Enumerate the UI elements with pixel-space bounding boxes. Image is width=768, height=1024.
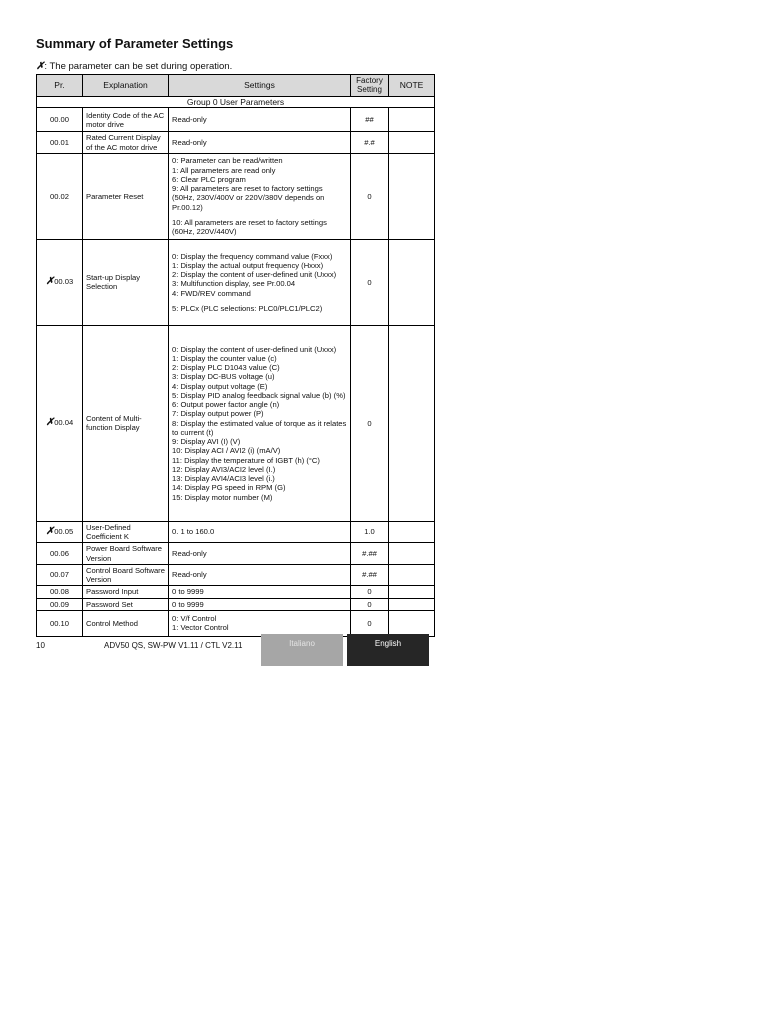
cell-note xyxy=(389,239,435,325)
cell-settings xyxy=(169,325,351,521)
cell-settings xyxy=(169,521,351,543)
setting-line: 3: Multifunction display, see Pr.00.04 xyxy=(172,279,296,289)
language-button-italiano[interactable]: Italiano xyxy=(261,634,343,666)
cell-factory-setting: ## xyxy=(351,108,389,132)
editable-mark-icon: ✗ xyxy=(45,526,55,538)
parameter-code: 00.10 xyxy=(49,618,69,628)
setting-line: 15: Display motor number (M) xyxy=(172,492,273,502)
setting-line: 10: Display ACI / AVI2 (i) (mA/V) xyxy=(172,446,281,456)
setting-line: 7: Display output power (P) xyxy=(172,409,264,419)
header-explanation: Explanation xyxy=(83,75,169,97)
cell-pr xyxy=(37,564,83,586)
parameter-code: 00.07 xyxy=(49,570,69,580)
parameter-code: 00.06 xyxy=(49,548,69,558)
cell-factory-setting: 0 xyxy=(351,610,389,636)
setting-line: 2: Display the content of user-defined unit (Uxxx) xyxy=(172,270,337,280)
setting-line: 4: Display output voltage (E) xyxy=(172,381,268,391)
setting-line: 1: Display the actual output frequency (Hxxx) xyxy=(172,260,324,270)
cell-factory-setting: 0 xyxy=(351,598,389,610)
setting-line: 6: Clear PLC program xyxy=(172,174,246,184)
setting-line: 6: Output power factor angle (n) xyxy=(172,400,280,410)
parameter-code: 00.01 xyxy=(49,137,69,147)
cell-explanation: Password Input xyxy=(83,586,169,598)
setting-line: 0 to 9999 xyxy=(172,587,204,597)
parameter-code: 00.05 xyxy=(54,527,74,537)
cell-pr xyxy=(37,521,83,543)
parameter-code: 00.02 xyxy=(49,191,69,201)
language-button-english[interactable]: English xyxy=(347,634,429,666)
cell-explanation: User-Defined Coefficient K xyxy=(83,521,169,543)
editable-mark-icon: ✗ xyxy=(45,276,55,288)
cell-settings xyxy=(169,153,351,239)
cell-explanation: Content of Multi-function Display xyxy=(83,325,169,521)
cell-note xyxy=(389,521,435,543)
legend-note xyxy=(36,61,232,72)
cell-explanation: Control Method xyxy=(83,610,169,636)
setting-line: 13: Display AVI4/ACI3 level (i.) xyxy=(172,474,275,484)
header-pr: Pr. xyxy=(37,75,83,97)
cell-factory-setting: #.# xyxy=(351,132,389,154)
table-row xyxy=(37,153,435,239)
cell-factory-setting: 0 xyxy=(351,586,389,598)
parameter-code: 00.08 xyxy=(49,587,69,597)
header-note: NOTE xyxy=(389,75,435,97)
editable-mark-icon: ✗ xyxy=(45,417,55,429)
cell-note xyxy=(389,132,435,154)
cell-factory-setting: 0 xyxy=(351,153,389,239)
cell-factory-setting: 0 xyxy=(351,325,389,521)
cell-pr xyxy=(37,586,83,598)
setting-line: 12: Display AVI3/ACI2 level (I.) xyxy=(172,464,276,474)
cell-explanation: Power Board Software Version xyxy=(83,543,169,565)
cell-settings xyxy=(169,543,351,565)
parameter-code: 00.03 xyxy=(54,277,74,287)
table-row xyxy=(37,564,435,586)
page-title: Summary of Parameter Settings xyxy=(36,36,234,51)
cell-factory-setting: 1.0 xyxy=(351,521,389,543)
setting-line: 2: Display PLC D1043 value (C) xyxy=(172,363,280,373)
cell-factory-setting: #.## xyxy=(351,564,389,586)
cell-pr xyxy=(37,543,83,565)
cell-explanation: Identity Code of the AC motor drive xyxy=(83,108,169,132)
table-row xyxy=(37,325,435,521)
cell-settings xyxy=(169,239,351,325)
cell-settings xyxy=(169,132,351,154)
cell-pr xyxy=(37,598,83,610)
header-settings: Settings xyxy=(169,75,351,97)
page-number: 10 xyxy=(36,641,45,650)
setting-line: 0: Display the frequency command value (Fxxx) xyxy=(172,251,333,261)
cell-note xyxy=(389,598,435,610)
setting-line: 1: Vector Control xyxy=(172,623,229,633)
table-row xyxy=(37,598,435,610)
legend-text: : The parameter can be set during operation. xyxy=(44,61,233,72)
setting-line: 14: Display PG speed in RPM (G) xyxy=(172,483,286,493)
setting-line: 9: All parameters are reset to factory settings (50Hz, 230V/400V or 220V/380V depends on Pr.00.12) xyxy=(172,184,325,212)
setting-line: 0: Parameter can be read/written xyxy=(172,156,283,166)
cell-settings xyxy=(169,564,351,586)
cell-explanation: Start-up Display Selection xyxy=(83,239,169,325)
setting-line: 0: V/f Control xyxy=(172,614,217,624)
cell-factory-setting: 0 xyxy=(351,239,389,325)
setting-line: 5: PLCx (PLC selections: PLC0/PLC1/PLC2) xyxy=(172,303,323,313)
setting-line: 9: Display AVI (I) (V) xyxy=(172,437,241,447)
setting-line: 1: All parameters are read only xyxy=(172,165,276,175)
setting-line: 0 to 9999 xyxy=(172,599,204,609)
table-row xyxy=(37,586,435,598)
cell-explanation: Rated Current Display of the AC motor drive xyxy=(83,132,169,154)
cell-pr xyxy=(37,153,83,239)
cell-pr xyxy=(37,132,83,154)
version-text: ADV50 QS, SW-PW V1.11 / CTL V2.11 xyxy=(104,641,243,650)
cell-note xyxy=(389,325,435,521)
cell-note xyxy=(389,564,435,586)
cell-factory-setting: #.## xyxy=(351,543,389,565)
setting-line: 4: FWD/REV command xyxy=(172,288,251,298)
parameter-code: 00.09 xyxy=(49,599,69,609)
setting-line: 0: Display the content of user-defined unit (Uxxx) xyxy=(172,344,337,354)
cell-settings xyxy=(169,108,351,132)
cell-note xyxy=(389,108,435,132)
setting-line: 5: Display PID analog feedback signal value (b) (%) xyxy=(172,390,346,400)
table-row xyxy=(37,543,435,565)
cell-explanation: Parameter Reset xyxy=(83,153,169,239)
parameter-code: 00.00 xyxy=(49,115,69,125)
table-row xyxy=(37,239,435,325)
page-footer xyxy=(36,632,434,666)
group-title: Group 0 User Parameters xyxy=(37,97,435,108)
cell-explanation: Password Set xyxy=(83,598,169,610)
setting-line: Read-only xyxy=(172,548,207,558)
header-factory-setting: Factory Setting xyxy=(351,75,389,97)
parameter-code: 00.04 xyxy=(54,418,74,428)
setting-line: 0. 1 to 160.0 xyxy=(172,527,215,537)
cell-pr xyxy=(37,239,83,325)
cell-note xyxy=(389,586,435,598)
cell-settings xyxy=(169,586,351,598)
setting-line: 1: Display the counter value (c) xyxy=(172,353,277,363)
cell-pr xyxy=(37,108,83,132)
editable-mark-icon: ✗ xyxy=(36,61,45,72)
setting-line: Read-only xyxy=(172,115,207,125)
setting-line: Read-only xyxy=(172,570,207,580)
setting-line: 8: Display the estimated value of torque as it relates to current (t) xyxy=(172,418,347,437)
setting-line: 11: Display the temperature of IGBT (h) (°C) xyxy=(172,455,320,465)
cell-settings xyxy=(169,598,351,610)
parameter-table xyxy=(36,74,435,637)
cell-explanation: Control Board Software Version xyxy=(83,564,169,586)
table-row xyxy=(37,108,435,132)
setting-line: Read-only xyxy=(172,137,207,147)
table-row xyxy=(37,132,435,154)
cell-pr xyxy=(37,325,83,521)
cell-note xyxy=(389,543,435,565)
table-row xyxy=(37,521,435,543)
setting-line: 3: Display DC-BUS voltage (u) xyxy=(172,372,275,382)
setting-line: 10: All parameters are reset to factory settings (60Hz, 220V/440V) xyxy=(172,217,327,237)
cell-note xyxy=(389,153,435,239)
